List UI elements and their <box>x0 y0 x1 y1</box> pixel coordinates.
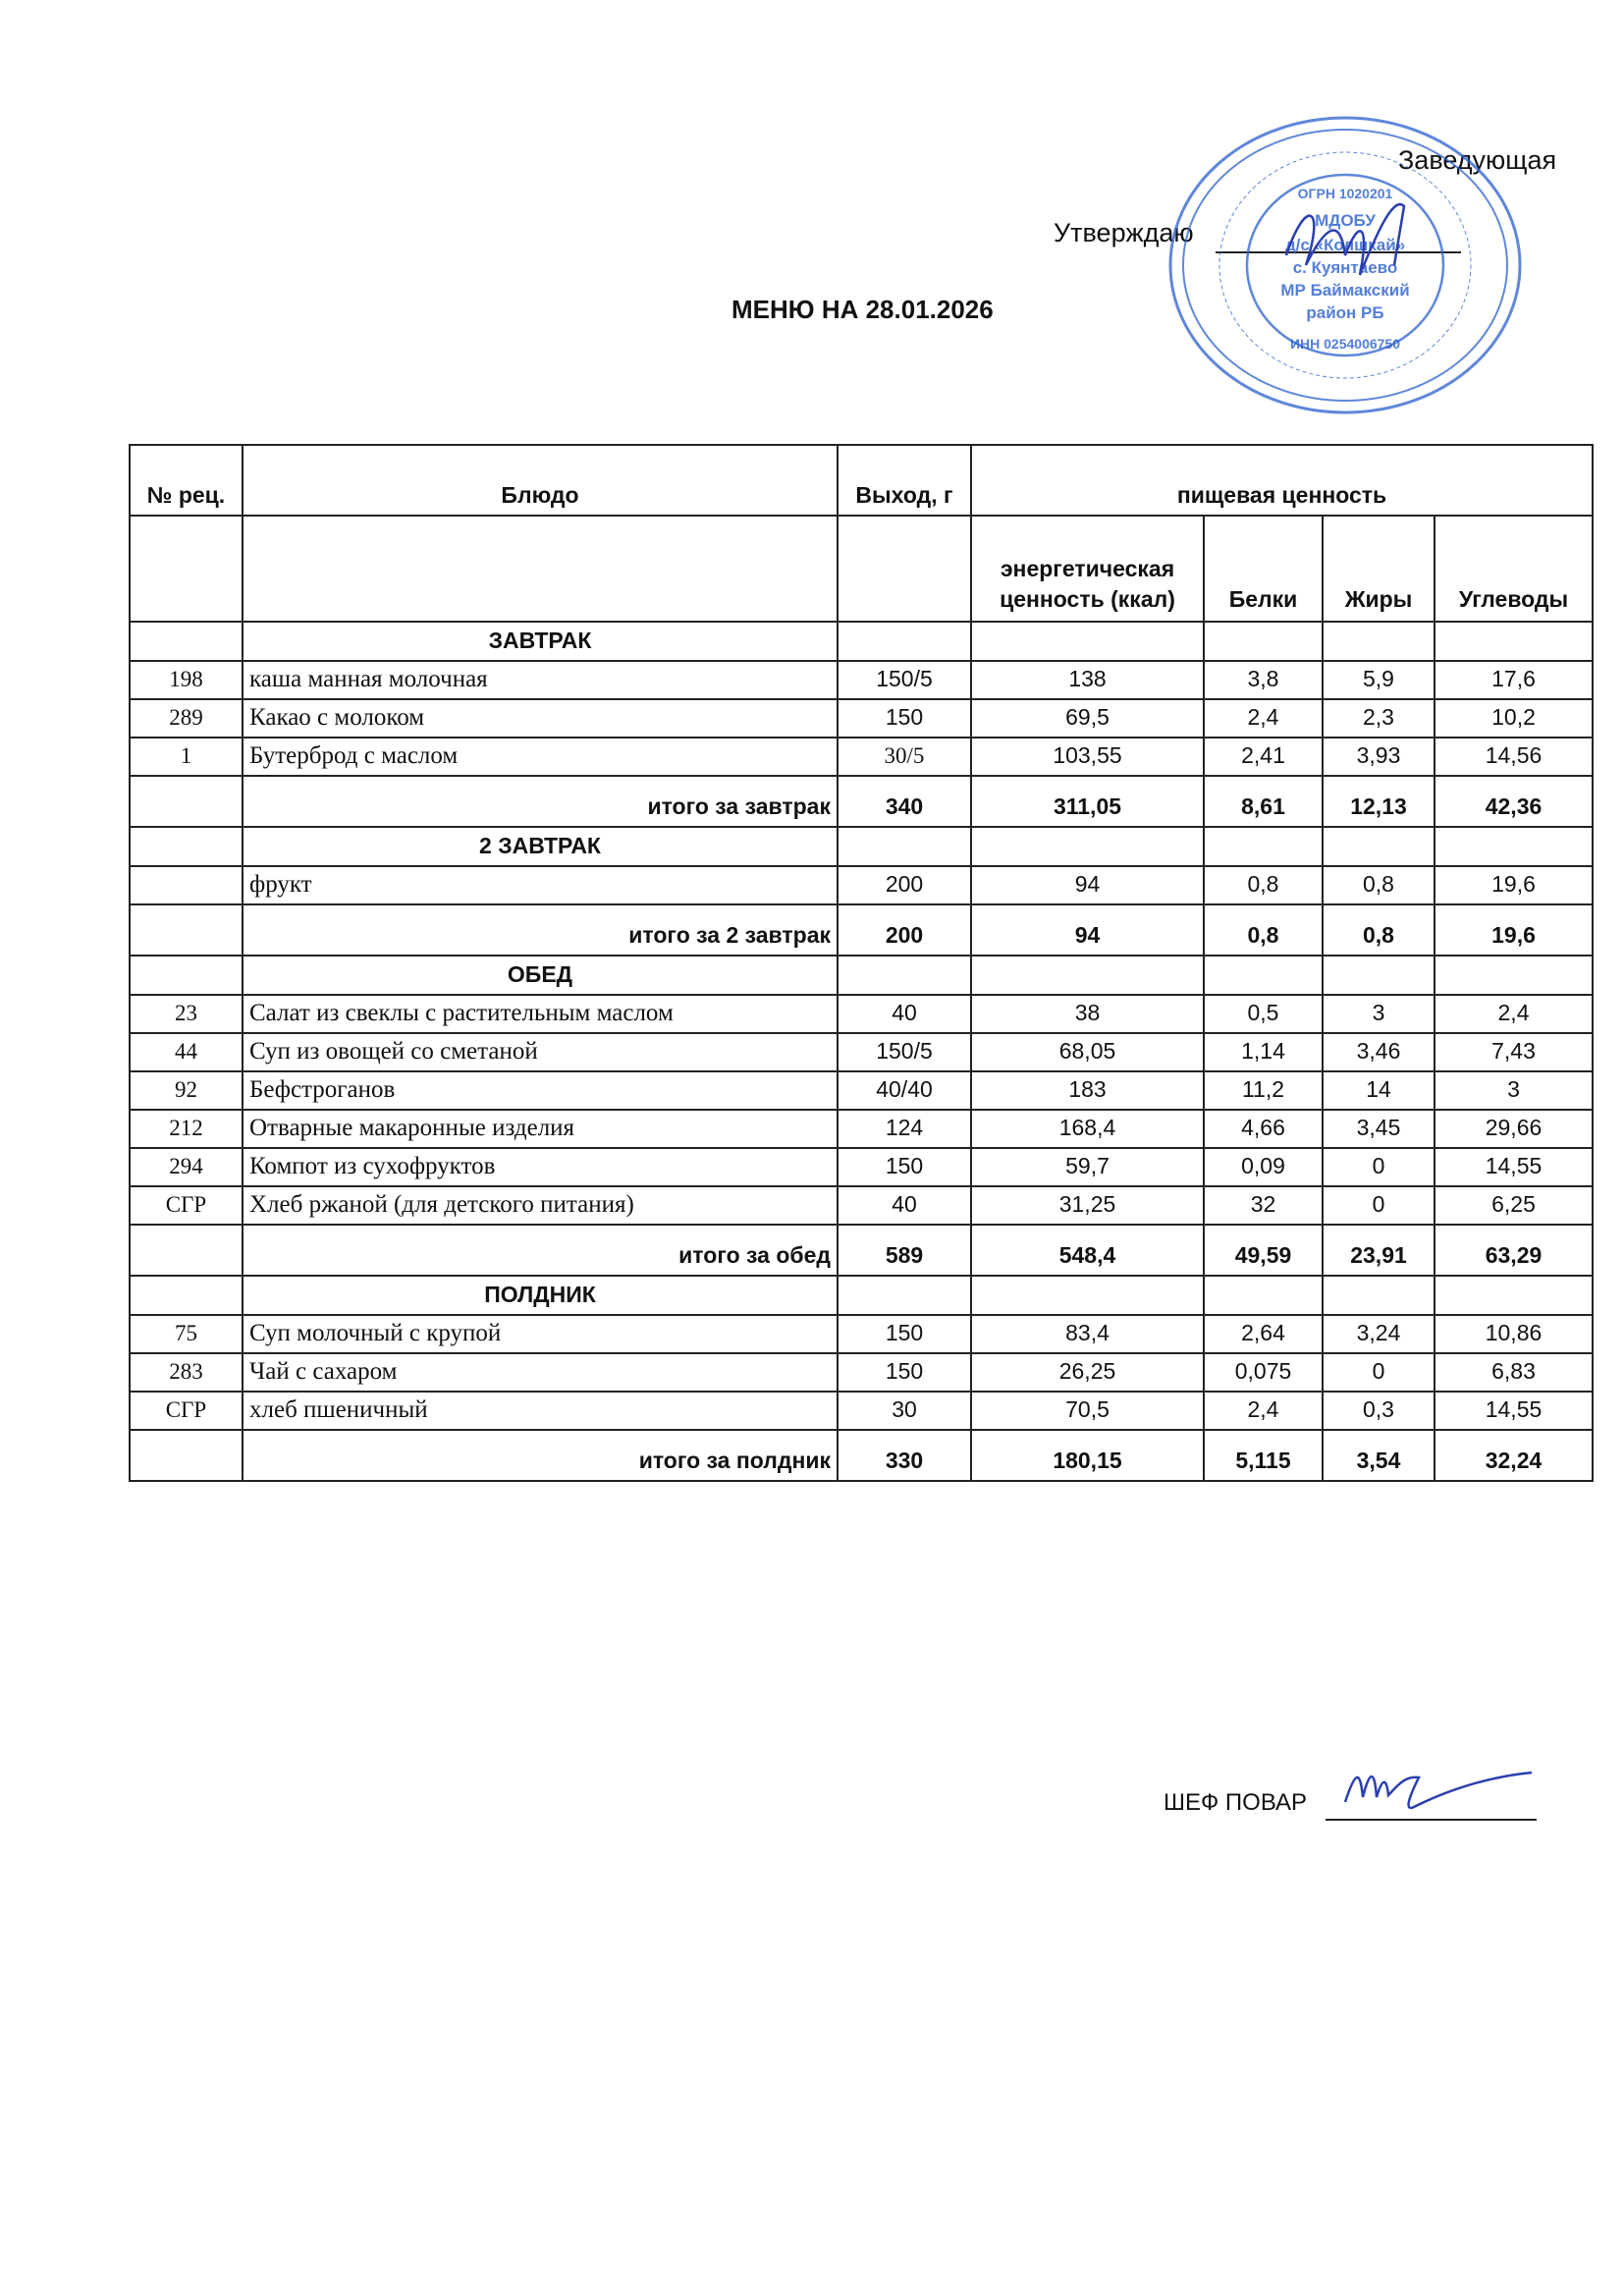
table-row <box>130 1033 1593 1071</box>
total-fat: 3,54 <box>1323 1430 1435 1481</box>
svg-text:д/с «Колшкай»: д/с «Колшкай» <box>1284 236 1406 254</box>
dish-name: Бутерброд с маслом <box>243 738 838 776</box>
svg-text:ИНН 0254006750: ИНН 0254006750 <box>1289 336 1401 352</box>
total-protein: 5,115 <box>1204 1430 1323 1481</box>
empty-cell <box>130 827 243 866</box>
table-row <box>130 699 1593 738</box>
total-energy: 180,15 <box>971 1430 1204 1481</box>
table-row <box>130 995 1593 1033</box>
organization-stamp <box>1159 108 1532 422</box>
protein: 2,4 <box>1204 699 1323 738</box>
total-yield: 330 <box>838 1430 971 1481</box>
dish-name: Чай с сахаром <box>243 1353 838 1392</box>
table-row <box>130 738 1593 776</box>
protein: 0,5 <box>1204 995 1323 1033</box>
protein: 0,09 <box>1204 1148 1323 1186</box>
fat: 3,93 <box>1323 738 1435 776</box>
empty-cell <box>130 1225 243 1276</box>
empty-cell <box>130 1276 243 1315</box>
section-row <box>130 827 1593 866</box>
recipe-number: 289 <box>130 699 243 738</box>
section-row <box>130 1276 1593 1315</box>
table-row <box>130 1353 1593 1392</box>
recipe-number: 23 <box>130 995 243 1033</box>
head-title: Заведующая <box>1398 145 1557 175</box>
energy: 183 <box>971 1071 1204 1110</box>
total-fat: 23,91 <box>1323 1225 1435 1276</box>
dish-name: Какао с молоком <box>243 699 838 738</box>
recipe-number: 283 <box>130 1353 243 1392</box>
total-fat: 0,8 <box>1323 904 1435 956</box>
total-energy: 548,4 <box>971 1225 1204 1276</box>
table-row <box>130 1148 1593 1186</box>
energy: 138 <box>971 661 1204 699</box>
yield: 150 <box>838 1148 971 1186</box>
empty-cell <box>1323 1276 1435 1315</box>
section-title: ЗАВТРАК <box>243 622 838 661</box>
yield: 150 <box>838 1353 971 1392</box>
table-row <box>130 1315 1593 1353</box>
fat: 5,9 <box>1323 661 1435 699</box>
yield: 150 <box>838 699 971 738</box>
empty-cell <box>1204 622 1323 661</box>
svg-text:ОГРН 1020201: ОГРН 1020201 <box>1297 186 1393 201</box>
total-row <box>130 776 1593 827</box>
dish-name: хлеб пшеничный <box>243 1392 838 1430</box>
section-title: ОБЕД <box>243 956 838 995</box>
table-row <box>130 661 1593 699</box>
table-row <box>130 1071 1593 1110</box>
carbs: 3 <box>1435 1071 1593 1110</box>
energy: 94 <box>971 866 1204 904</box>
empty-cell <box>971 622 1204 661</box>
empty-cell <box>971 827 1204 866</box>
yield: 124 <box>838 1110 971 1148</box>
empty-cell <box>1435 956 1593 995</box>
total-carbs: 19,6 <box>1435 904 1593 956</box>
yield: 150/5 <box>838 1033 971 1071</box>
table-row <box>130 1186 1593 1225</box>
fat: 0,3 <box>1323 1392 1435 1430</box>
empty-cell <box>1323 956 1435 995</box>
total-protein: 8,61 <box>1204 776 1323 827</box>
carbs: 7,43 <box>1435 1033 1593 1071</box>
protein: 0,8 <box>1204 866 1323 904</box>
dish-name: Хлеб ржаной (для детского питания) <box>243 1186 838 1225</box>
svg-text:с. Куянтаево: с. Куянтаево <box>1292 258 1398 277</box>
dish-name: Бефстроганов <box>243 1071 838 1110</box>
total-carbs: 32,24 <box>1435 1430 1593 1481</box>
energy: 83,4 <box>971 1315 1204 1353</box>
col-energy-header: энергетическая ценность (ккал) <box>971 516 1204 622</box>
table-row <box>130 1110 1593 1148</box>
total-row <box>130 1430 1593 1481</box>
empty-cell <box>838 622 971 661</box>
dish-name: Салат из свеклы с растительным маслом <box>243 995 838 1033</box>
svg-text:МР Баймакский: МР Баймакский <box>1280 281 1410 300</box>
carbs: 29,66 <box>1435 1110 1593 1148</box>
col-carbs-header: Углеводы <box>1435 516 1593 622</box>
carbs: 6,25 <box>1435 1186 1593 1225</box>
empty-cell <box>1435 622 1593 661</box>
col-yield-header: Выход, г <box>838 445 971 516</box>
fat: 0 <box>1323 1353 1435 1392</box>
col-nutrition-header: пищевая ценность <box>971 445 1593 516</box>
yield: 30/5 <box>838 738 971 776</box>
recipe-number: СГР <box>130 1186 243 1225</box>
empty-cell <box>130 904 243 956</box>
yield: 30 <box>838 1392 971 1430</box>
energy: 59,7 <box>971 1148 1204 1186</box>
protein: 1,14 <box>1204 1033 1323 1071</box>
empty-cell <box>971 956 1204 995</box>
empty-cell <box>838 516 971 622</box>
recipe-number: 92 <box>130 1071 243 1110</box>
fat: 3,45 <box>1323 1110 1435 1148</box>
svg-text:район РБ: район РБ <box>1306 303 1384 322</box>
empty-cell <box>130 516 243 622</box>
col-fat-header: Жиры <box>1323 516 1435 622</box>
header-row <box>130 445 1593 516</box>
signature-line <box>1326 1819 1537 1821</box>
total-protein: 0,8 <box>1204 904 1323 956</box>
recipe-number: СГР <box>130 1392 243 1430</box>
page-title: МЕНЮ НА 28.01.2026 <box>731 295 994 324</box>
protein: 4,66 <box>1204 1110 1323 1148</box>
table-row <box>130 1392 1593 1430</box>
dish-name: Компот из сухофруктов <box>243 1148 838 1186</box>
empty-cell <box>1204 827 1323 866</box>
carbs: 14,56 <box>1435 738 1593 776</box>
empty-cell <box>130 956 243 995</box>
fat: 0 <box>1323 1148 1435 1186</box>
energy: 26,25 <box>971 1353 1204 1392</box>
empty-cell <box>243 516 838 622</box>
fat: 0 <box>1323 1186 1435 1225</box>
section-row <box>130 622 1593 661</box>
energy: 103,55 <box>971 738 1204 776</box>
svg-text:МДОБУ: МДОБУ <box>1315 211 1376 230</box>
col-protein-header: Белки <box>1204 516 1323 622</box>
carbs: 19,6 <box>1435 866 1593 904</box>
total-label: итого за 2 завтрак <box>243 904 838 956</box>
empty-cell <box>838 1276 971 1315</box>
fat: 2,3 <box>1323 699 1435 738</box>
carbs: 14,55 <box>1435 1392 1593 1430</box>
total-carbs: 42,36 <box>1435 776 1593 827</box>
fat: 14 <box>1323 1071 1435 1110</box>
protein: 32 <box>1204 1186 1323 1225</box>
total-row <box>130 904 1593 956</box>
empty-cell <box>1323 827 1435 866</box>
dish-name: каша манная молочная <box>243 661 838 699</box>
fat: 3,46 <box>1323 1033 1435 1071</box>
recipe-number: 1 <box>130 738 243 776</box>
total-label: итого за завтрак <box>243 776 838 827</box>
carbs: 6,83 <box>1435 1353 1593 1392</box>
energy: 69,5 <box>971 699 1204 738</box>
section-title: 2 ЗАВТРАК <box>243 827 838 866</box>
menu-table <box>129 444 1594 1482</box>
dish-name: Отварные макаронные изделия <box>243 1110 838 1148</box>
total-yield: 589 <box>838 1225 971 1276</box>
total-yield: 200 <box>838 904 971 956</box>
empty-cell <box>838 827 971 866</box>
energy: 31,25 <box>971 1186 1204 1225</box>
fat: 3,24 <box>1323 1315 1435 1353</box>
total-fat: 12,13 <box>1323 776 1435 827</box>
total-label: итого за полдник <box>243 1430 838 1481</box>
section-title: ПОЛДНИК <box>243 1276 838 1315</box>
empty-cell <box>130 622 243 661</box>
yield: 40 <box>838 1186 971 1225</box>
yield: 200 <box>838 866 971 904</box>
protein: 3,8 <box>1204 661 1323 699</box>
carbs: 10,86 <box>1435 1315 1593 1353</box>
approve-label: Утверждаю <box>1054 218 1194 247</box>
dish-name: Суп из овощей со сметаной <box>243 1033 838 1071</box>
empty-cell <box>838 956 971 995</box>
energy: 38 <box>971 995 1204 1033</box>
total-yield: 340 <box>838 776 971 827</box>
yield: 40/40 <box>838 1071 971 1110</box>
carbs: 14,55 <box>1435 1148 1593 1186</box>
total-energy: 94 <box>971 904 1204 956</box>
total-label: итого за обед <box>243 1225 838 1276</box>
total-protein: 49,59 <box>1204 1225 1323 1276</box>
empty-cell <box>1435 1276 1593 1315</box>
chef-label: ШЕФ ПОВАР <box>1164 1789 1308 1816</box>
yield: 150/5 <box>838 661 971 699</box>
empty-cell <box>130 1430 243 1481</box>
table-row <box>130 866 1593 904</box>
energy: 168,4 <box>971 1110 1204 1148</box>
section-row <box>130 956 1593 995</box>
dish-name: фрукт <box>243 866 838 904</box>
protein: 2,41 <box>1204 738 1323 776</box>
empty-cell <box>1323 622 1435 661</box>
empty-cell <box>1204 956 1323 995</box>
yield: 40 <box>838 995 971 1033</box>
empty-cell <box>1204 1276 1323 1315</box>
carbs: 17,6 <box>1435 661 1593 699</box>
total-carbs: 63,29 <box>1435 1225 1593 1276</box>
chef-signature <box>1326 1758 1542 1817</box>
col-dish-header: Блюдо <box>243 445 838 516</box>
fat: 0,8 <box>1323 866 1435 904</box>
carbs: 10,2 <box>1435 699 1593 738</box>
protein: 0,075 <box>1204 1353 1323 1392</box>
yield: 150 <box>838 1315 971 1353</box>
recipe-number: 294 <box>130 1148 243 1186</box>
energy: 68,05 <box>971 1033 1204 1071</box>
total-row <box>130 1225 1593 1276</box>
protein: 2,64 <box>1204 1315 1323 1353</box>
empty-cell <box>1435 827 1593 866</box>
recipe-number: 75 <box>130 1315 243 1353</box>
recipe-number: 198 <box>130 661 243 699</box>
subheader-row <box>130 516 1593 622</box>
empty-cell <box>971 1276 1204 1315</box>
carbs: 2,4 <box>1435 995 1593 1033</box>
energy: 70,5 <box>971 1392 1204 1430</box>
col-num-header: № рец. <box>130 445 243 516</box>
fat: 3 <box>1323 995 1435 1033</box>
protein: 11,2 <box>1204 1071 1323 1110</box>
recipe-number: 212 <box>130 1110 243 1148</box>
total-energy: 311,05 <box>971 776 1204 827</box>
dish-name: Суп молочный с крупой <box>243 1315 838 1353</box>
protein: 2,4 <box>1204 1392 1323 1430</box>
recipe-number: 44 <box>130 1033 243 1071</box>
empty-cell <box>130 776 243 827</box>
recipe-number <box>130 866 243 904</box>
